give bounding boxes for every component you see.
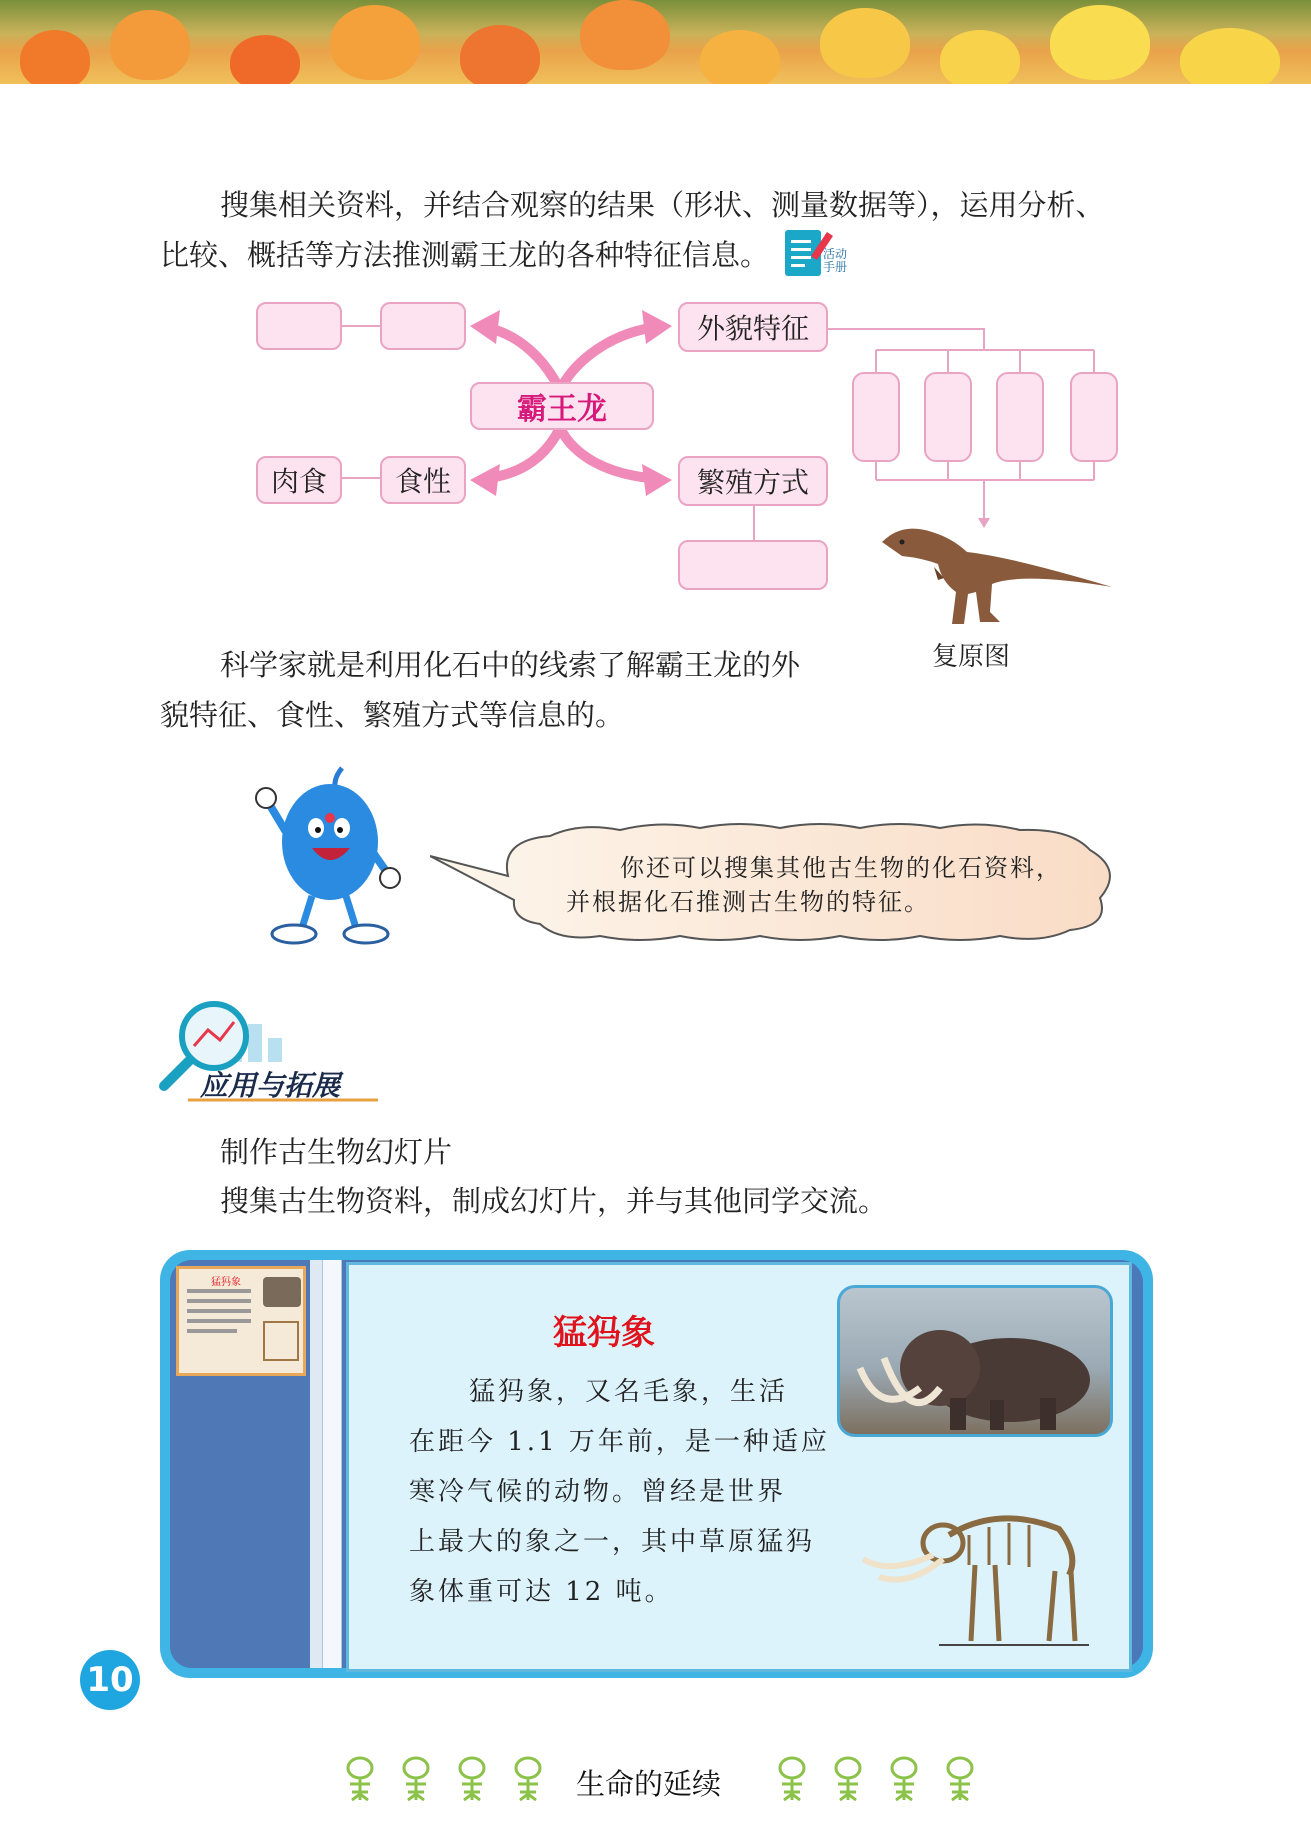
activity-handbook-badge[interactable] [783, 226, 853, 282]
blank-box-appearance-3[interactable] [996, 372, 1044, 462]
blank-box-top-left-inner[interactable] [380, 302, 466, 350]
vertical-ruler [322, 1260, 342, 1668]
fish-bone-icon-4 [508, 1754, 548, 1804]
activity-description: 搜集古生物资料，制成幻灯片，并与其他同学交流。 [220, 1184, 888, 1218]
slide-line-4: 上最大的象之一，其中草原猛犸 [409, 1527, 816, 1557]
paragraph2-line-1: 科学家就是利用化石中的线索了解霸王龙的外 [220, 648, 801, 682]
mindmap-node-reproduction: 繁殖方式 [678, 456, 828, 506]
thumbnail-scrollbar[interactable] [310, 1260, 322, 1668]
restoration-caption: 复原图 [932, 642, 1011, 672]
badge-label-line-1: 活动 [823, 247, 848, 261]
header-banner-image [0, 0, 1311, 84]
mascot-character [246, 762, 406, 946]
section-header [158, 994, 388, 1106]
badge-label-line-2: 手册 [823, 260, 848, 274]
blank-box-reproduction[interactable] [678, 540, 828, 590]
fish-bone-icon-3 [452, 1754, 492, 1804]
thumbnail-title: 猛犸象 [211, 1277, 241, 1288]
blank-box-appearance-2[interactable] [924, 372, 972, 462]
slide-line-2: 在距今 1.1 万年前，是一种适应 [409, 1427, 830, 1457]
intro-line-1: 搜集相关资料，并结合观察的结果（形状、测量数据等），运用分析、 [220, 188, 1105, 222]
mindmap-node-center: 霸王龙 [470, 382, 654, 430]
blank-box-appearance-1[interactable] [852, 372, 900, 462]
bubble-line-1: 你还可以搜集其他古生物的化石资料， [620, 854, 1062, 882]
mammoth-photo [837, 1285, 1113, 1437]
fish-bone-icon-1 [340, 1754, 380, 1804]
trex-restoration-image [872, 512, 1122, 632]
bubble-line-2: 并根据化石推测古生物的特征。 [566, 888, 930, 916]
speech-bubble [430, 820, 1126, 944]
blank-box-top-left-outer[interactable] [256, 302, 342, 350]
footer [340, 1750, 980, 1810]
slide-title: 猛犸象 [553, 1313, 655, 1353]
intro-line-2: 比较、概括等方法推测霸王龙的各种特征信息。 [160, 238, 770, 272]
section-title: 应用与拓展 [200, 1069, 341, 1102]
slide-line-3: 寒冷气候的动物。曾经是世界 [409, 1477, 787, 1507]
mammoth-skeleton-image [859, 1495, 1109, 1655]
fish-bone-icon-5 [772, 1754, 812, 1804]
mindmap-node-appearance: 外貌特征 [678, 302, 828, 352]
slide-line-1: 猛犸象，又名毛象，生活 [469, 1377, 789, 1407]
slide-line-5: 象体重可达 12 吨。 [409, 1577, 674, 1607]
blank-box-appearance-4[interactable] [1070, 372, 1118, 462]
fish-bone-icon-2 [396, 1754, 436, 1804]
fish-bone-icon-8 [940, 1754, 980, 1804]
thumbnail-skeleton-image [263, 1321, 299, 1361]
mindmap-node-diet-value: 肉食 [256, 456, 342, 504]
footer-book-title: 生命的延续 [576, 1767, 722, 1801]
activity-title: 制作古生物幻灯片 [220, 1135, 453, 1169]
thumbnail-mammoth-photo [263, 1277, 301, 1307]
mindmap-node-diet: 食性 [380, 456, 466, 504]
page-number-badge: 10 [80, 1650, 140, 1710]
slide-canvas[interactable] [346, 1262, 1132, 1672]
paragraph2-line-2: 貌特征、食性、繁殖方式等信息的。 [160, 698, 625, 732]
fish-bone-icon-6 [828, 1754, 868, 1804]
slide-thumbnail[interactable] [176, 1266, 306, 1376]
fish-bone-icon-7 [884, 1754, 924, 1804]
